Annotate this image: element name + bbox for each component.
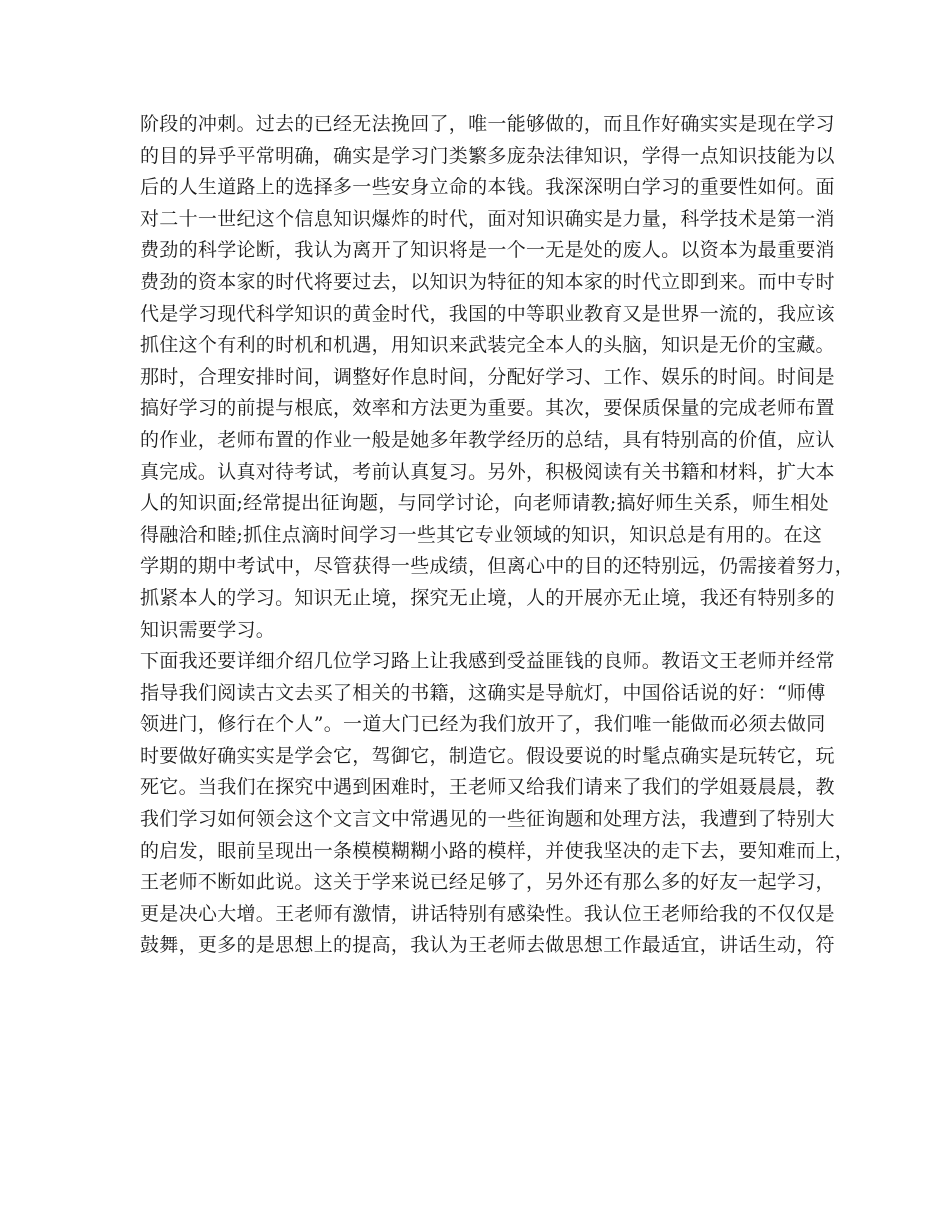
text-line: 后的人生道路上的选择多一些安身立命的本钱。我深深明白学习的重要性如何。面 xyxy=(140,176,835,199)
text-line: 代是学习现代科学知识的黄金时代，我国的中等职业教育又是世界一流的，我应该 xyxy=(140,302,835,325)
text-line: 阶段的冲刺。过去的已经无法挽回了，唯一能够做的，而且作好确实实是现在学习 xyxy=(140,113,835,135)
text-line: 的目的异乎平常明确，确实是学习门类繁多庞杂法律知识，学得一点知识技能为以 xyxy=(140,144,835,167)
text-line: 知识需要学习。 xyxy=(140,618,276,641)
text-line: 指导我们阅读古文去买了相关的书籍，这确实是导航灯，中国俗话说的好：“师傅 xyxy=(140,681,826,704)
text-line: 时要做好确实实是学会它，驾御它，制造它。假设要说的时髦点确实是玩转它，玩 xyxy=(140,744,835,767)
text-line: 真完成。认真对待考试，考前认真复习。另外，积极阅读有关书籍和材料，扩大本 xyxy=(140,460,835,483)
text-line: 抓住这个有利的时机和机遇，用知识来武装完全本人的头脑，知识是无价的宝藏。 xyxy=(140,334,835,357)
text-line: 费劲的科学论断，我认为离开了知识将是一个一无是处的废人。以资本为最重要消 xyxy=(140,239,835,262)
text-line: 王老师不断如此说。这关于学来说已经足够了，另外还有那么多的好友一起学习， xyxy=(140,871,835,894)
text-line: 的作业，老师布置的作业一般是她多年教学经历的总结，具有特别高的价值，应认 xyxy=(140,428,835,451)
text-line: 人的知识面;经常提出征询题，与同学讨论，向老师请教;搞好师生关系，师生相处 xyxy=(140,492,829,515)
text-line: 鼓舞，更多的是思想上的提高，我认为王老师去做思想工作最适宜，讲话生动，符 xyxy=(140,934,835,957)
text-line: 我们学习如何领会这个文言文中常遇见的一些征询题和处理方法，我遭到了特别大 xyxy=(140,808,835,831)
text-line: 领进门，修行在个人”。一道大门已经为我们放开了，我们唯一能做而必须去做同 xyxy=(140,713,826,736)
text-line: 对二十一世纪这个信息知识爆炸的时代，面对知识确实是力量，科学技术是第一消 xyxy=(140,207,835,230)
text-line: 得融洽和睦;抓住点滴时间学习一些其它专业领域的知识，知识总是有用的。在这 xyxy=(140,523,823,546)
text-line: 更是决心大增。王老师有激情，讲话特别有感染性。我认位王老师给我的不仅仅是 xyxy=(140,902,835,925)
text-line: 的启发，眼前呈现出一条模模糊糊小路的模样，并使我坚决的走下去，要知难而上， xyxy=(140,839,855,862)
text-line: 抓紧本人的学习。知识无止境，探究无止境，人的开展亦无止境，我还有特别多的 xyxy=(140,586,835,609)
text-line: 死它。当我们在探究中遇到困难时，王老师又给我们请来了我们的学姐聂晨晨，教 xyxy=(140,776,835,799)
text-line: 费劲的资本家的时代将要过去，以知识为特征的知本家的时代立即到来。而中专时 xyxy=(140,270,835,293)
text-line: 下面我还要详细介绍几位学习路上让我感到受益匪钱的良师。教语文王老师并经常 xyxy=(140,650,835,673)
text-line: 那时，合理安排时间，调整好作息时间，分配好学习、工作、娱乐的时间。时间是 xyxy=(140,365,835,388)
body-text xyxy=(140,109,855,962)
text-line: 学期的期中考试中，尽管获得一些成绩，但离心中的目的还特别远，仍需接着努力， xyxy=(140,555,855,578)
text-line: 搞好学习的前提与根底，效率和方法更为重要。其次，要保质保量的完成老师布置 xyxy=(140,397,835,420)
